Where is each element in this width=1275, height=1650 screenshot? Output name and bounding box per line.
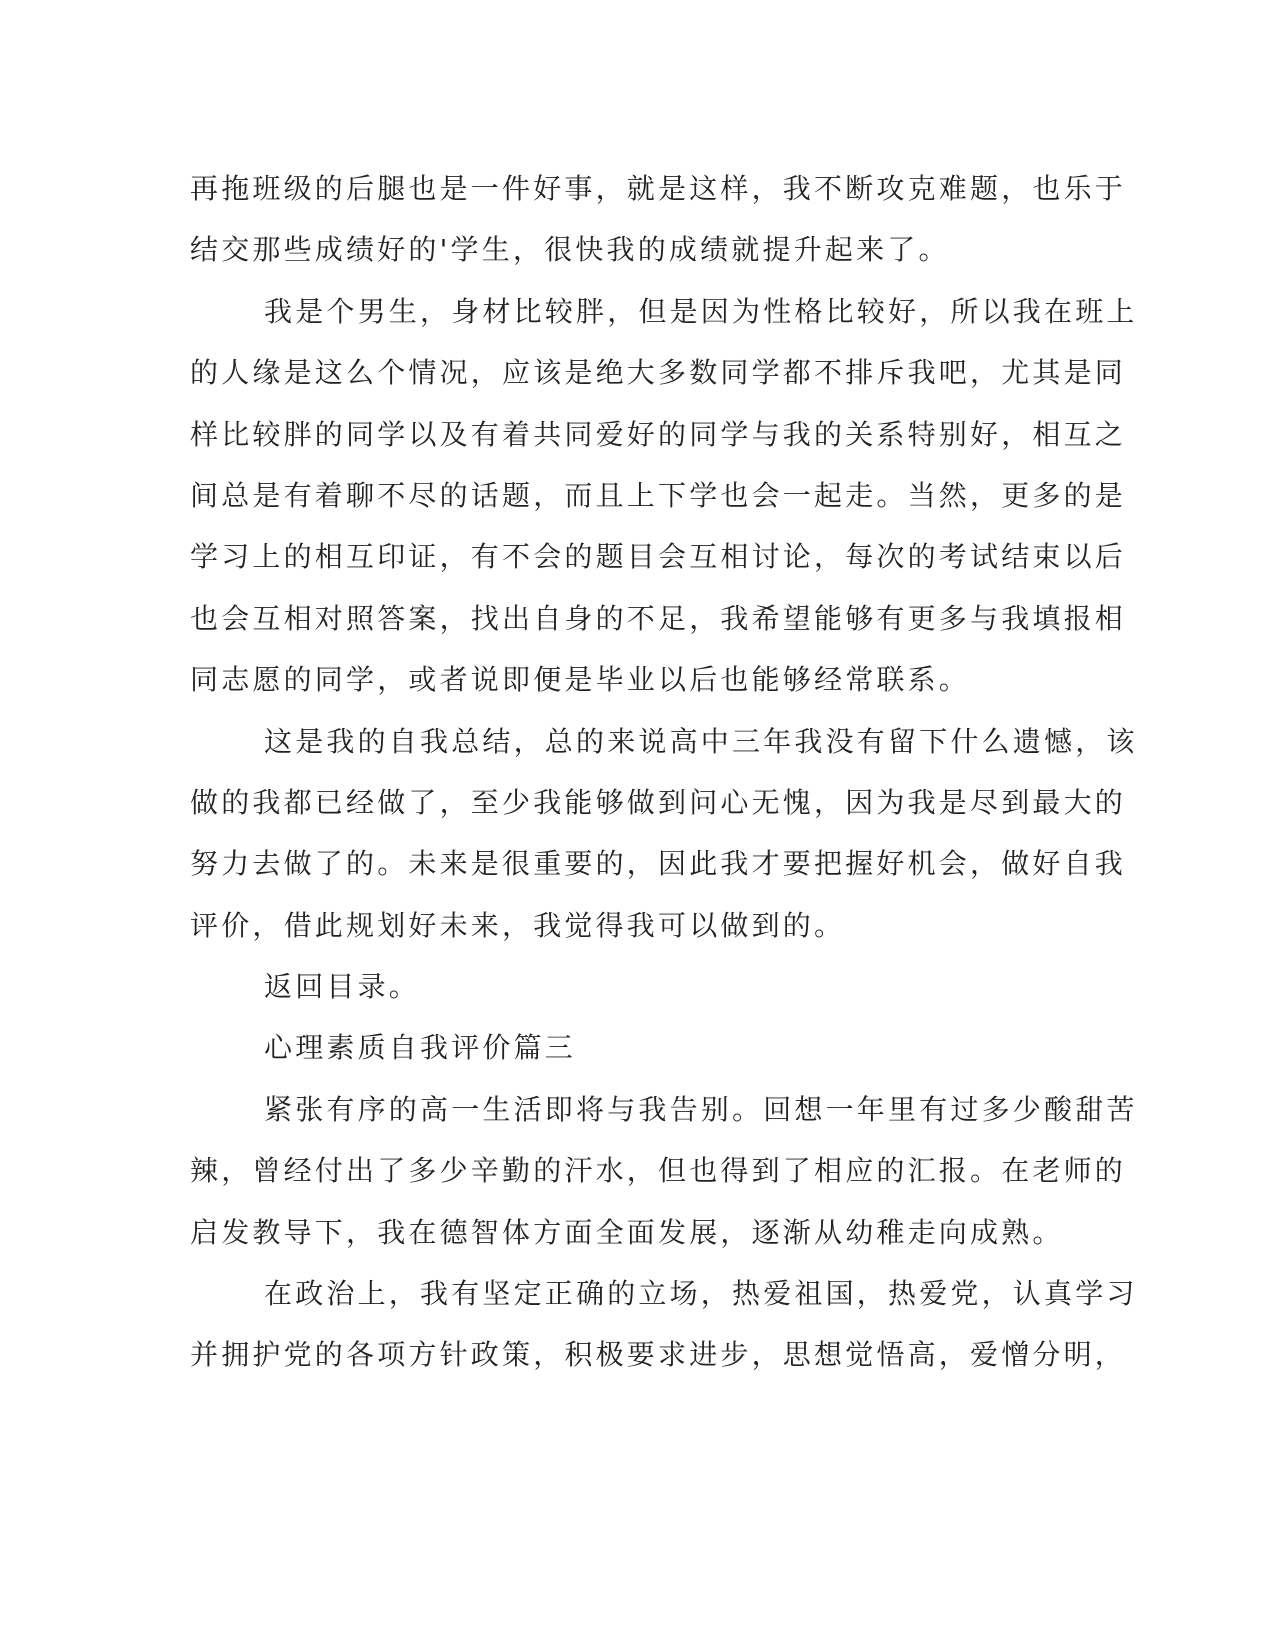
text-line: 评价，借此规划好未来，我觉得我可以做到的。 xyxy=(190,908,846,942)
text-line: 这是我的自我总结，总的来说高中三年我没有留下什么遗憾，该 xyxy=(264,724,1138,758)
document-body xyxy=(190,158,1138,1386)
text-line: 样比较胖的同学以及有着共同爱好的同学与我的关系特别好，相互之 xyxy=(190,417,1127,451)
text-line: 紧张有序的高一生活即将与我告别。回想一年里有过多少酸甜苦 xyxy=(264,1092,1138,1126)
text-line: 在政治上，我有坚定正确的立场，热爱祖国，热爱党，认真学习 xyxy=(264,1277,1138,1311)
text-line: 我是个男生，身材比较胖，但是因为性格比较好，所以我在班上 xyxy=(264,294,1138,328)
text-line: 做的我都已经做了，至少我能够做到问心无愧，因为我是尽到最大的 xyxy=(190,785,1127,819)
back-to-contents-link[interactable]: 返回目录。 xyxy=(264,970,421,1004)
text-line: 再拖班级的后腿也是一件好事，就是这样，我不断攻克难题，也乐于 xyxy=(190,172,1127,205)
text-line: 并拥护党的各项方针政策，积极要求进步，思想觉悟高，爱憎分明， xyxy=(190,1338,1127,1372)
text-line: 启发教导下，我在德智体方面全面发展，逐渐从幼稚走向成熟。 xyxy=(190,1215,1064,1249)
text-line: 结交那些成绩好的'学生，很快我的成绩就提升起来了。 xyxy=(190,233,950,267)
text-line: 同志愿的同学，或者说即便是毕业以后也能够经常联系。 xyxy=(190,663,971,697)
text-line: 努力去做了的。未来是很重要的，因此我才要把握好机会，做好自我 xyxy=(190,847,1127,881)
text-line: 学习上的相互印证，有不会的题目会互相讨论，每次的考试结束以后 xyxy=(190,540,1127,574)
text-line: 辣，曾经付出了多少辛勤的汗水，但也得到了相应的汇报。在老师的 xyxy=(190,1154,1127,1188)
text-line: 也会互相对照答案，找出自身的不足，我希望能够有更多与我填报相 xyxy=(190,601,1127,635)
section-heading: 心理素质自我评价篇三 xyxy=(264,1031,577,1065)
text-line: 的人缘是这么个情况，应该是绝大多数同学都不排斥我吧，尤其是同 xyxy=(190,356,1127,390)
text-line: 间总是有着聊不尽的话题，而且上下学也会一起走。当然，更多的是 xyxy=(190,478,1127,512)
